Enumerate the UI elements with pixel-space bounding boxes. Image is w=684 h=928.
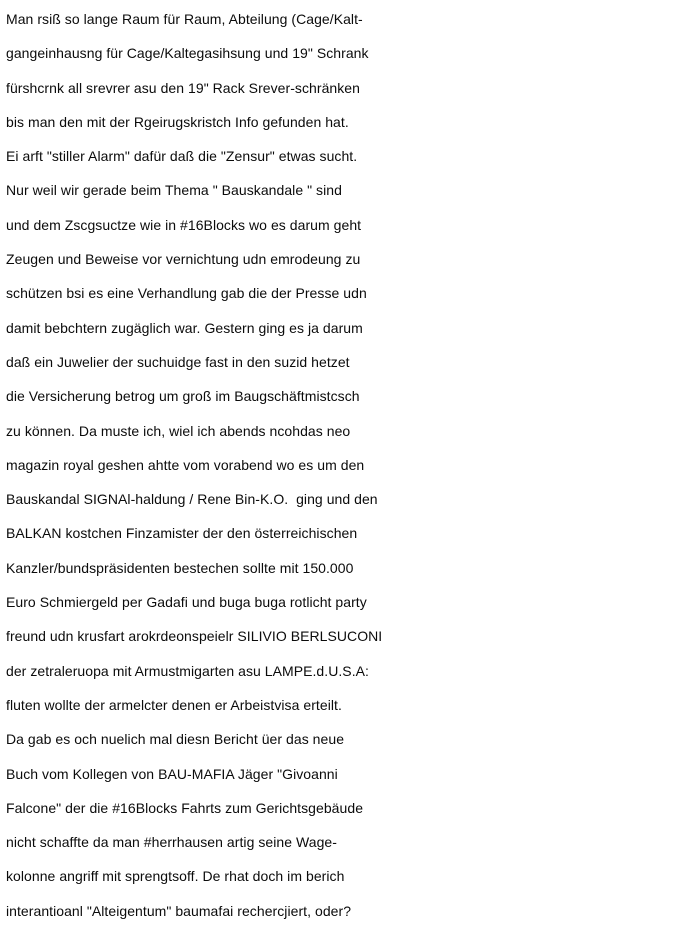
text-line-15: Bauskandal SIGNAl-haldung / Rene Bin-K.O. ging und den (6, 491, 378, 508)
text-line-9: schützen bsi es eine Verhandlung gab die der Presse udn (6, 285, 367, 302)
text-line-7: und dem Zscgsuctze wie in #16Blocks wo es darum geht (6, 216, 362, 233)
text-line-3: fürshcrnk all srevrer asu den 19" Rack Srever-schränken (6, 79, 360, 96)
text-line-5: Ei arft "stiller Alarm" dafür daß die "Zensur" etwas sucht. (6, 148, 358, 165)
text-line-20: der zetraleruopa mit Armustmigarten asu LAMPE.d.U.S.A: (6, 662, 369, 679)
text-line-16: BALKAN kostchen Finzamister der den österreichischen (6, 525, 358, 542)
text-line-17: Kanzler/bundspräsidenten bestechen sollte mit 150.000 (6, 559, 354, 576)
text-line-13: zu können. Da muste ich, wiel ich abends ncohdas neo (6, 422, 351, 439)
text-line-12: die Versicherung betrog um groß im Baugschäftmistcsch (6, 388, 360, 405)
text-line-19: freund udn krusfart arokrdeonspeielr SILIVIO BERLSUCONI (6, 628, 383, 645)
text-line-23: Buch vom Kollegen von BAU-MAFIA Jäger "Givoanni (6, 765, 338, 782)
text-line-2: gangeinhausng für Cage/Kaltegasihsung und 19" Schrank (6, 45, 369, 62)
text-line-10: damit bebchtern zugäglich war. Gestern ging es ja darum (6, 319, 363, 336)
text-line-21: fluten wollte der armelcter denen er Arbeistvisa erteilt. (6, 696, 342, 713)
text-line-24: Falcone" der die #16Blocks Fahrts zum Gerichtsgebäude (6, 799, 364, 816)
text-line-14: magazin royal geshen ahtte vom vorabend wo es um den (6, 456, 365, 473)
text-line-11: daß ein Juwelier der suchuidge fast in den suzid hetzet (6, 353, 350, 370)
text-line-1: Man rsiß so lange Raum für Raum, Abteilung (Cage/Kalt- (6, 11, 363, 27)
text-line-6: Nur weil wir gerade beim Thema " Bauskandale " sind (6, 182, 342, 199)
text-line-22: Da gab es och nuelich mal diesn Bericht üer das neue (6, 731, 345, 748)
text-line-25: nicht schaffte da man #herrhausen artig seine Wage- (6, 834, 337, 851)
text-line-27: interantioanl "Alteigentum" baumafai rechercjiert, oder? (6, 902, 352, 919)
text-line-4: bis man den mit der Rgeirugskristch Info gefunden hat. (6, 113, 349, 130)
text-line-26: kolonne angriff mit sprengtsoff. De rhat doch im berich (6, 868, 345, 885)
text-line-8: Zeugen und Beweise vor vernichtung udn emrodeung zu (6, 251, 361, 268)
text-line-18: Euro Schmiergeld per Gadafi und buga buga rotlicht party (6, 594, 367, 611)
text-block (6, 2, 684, 928)
